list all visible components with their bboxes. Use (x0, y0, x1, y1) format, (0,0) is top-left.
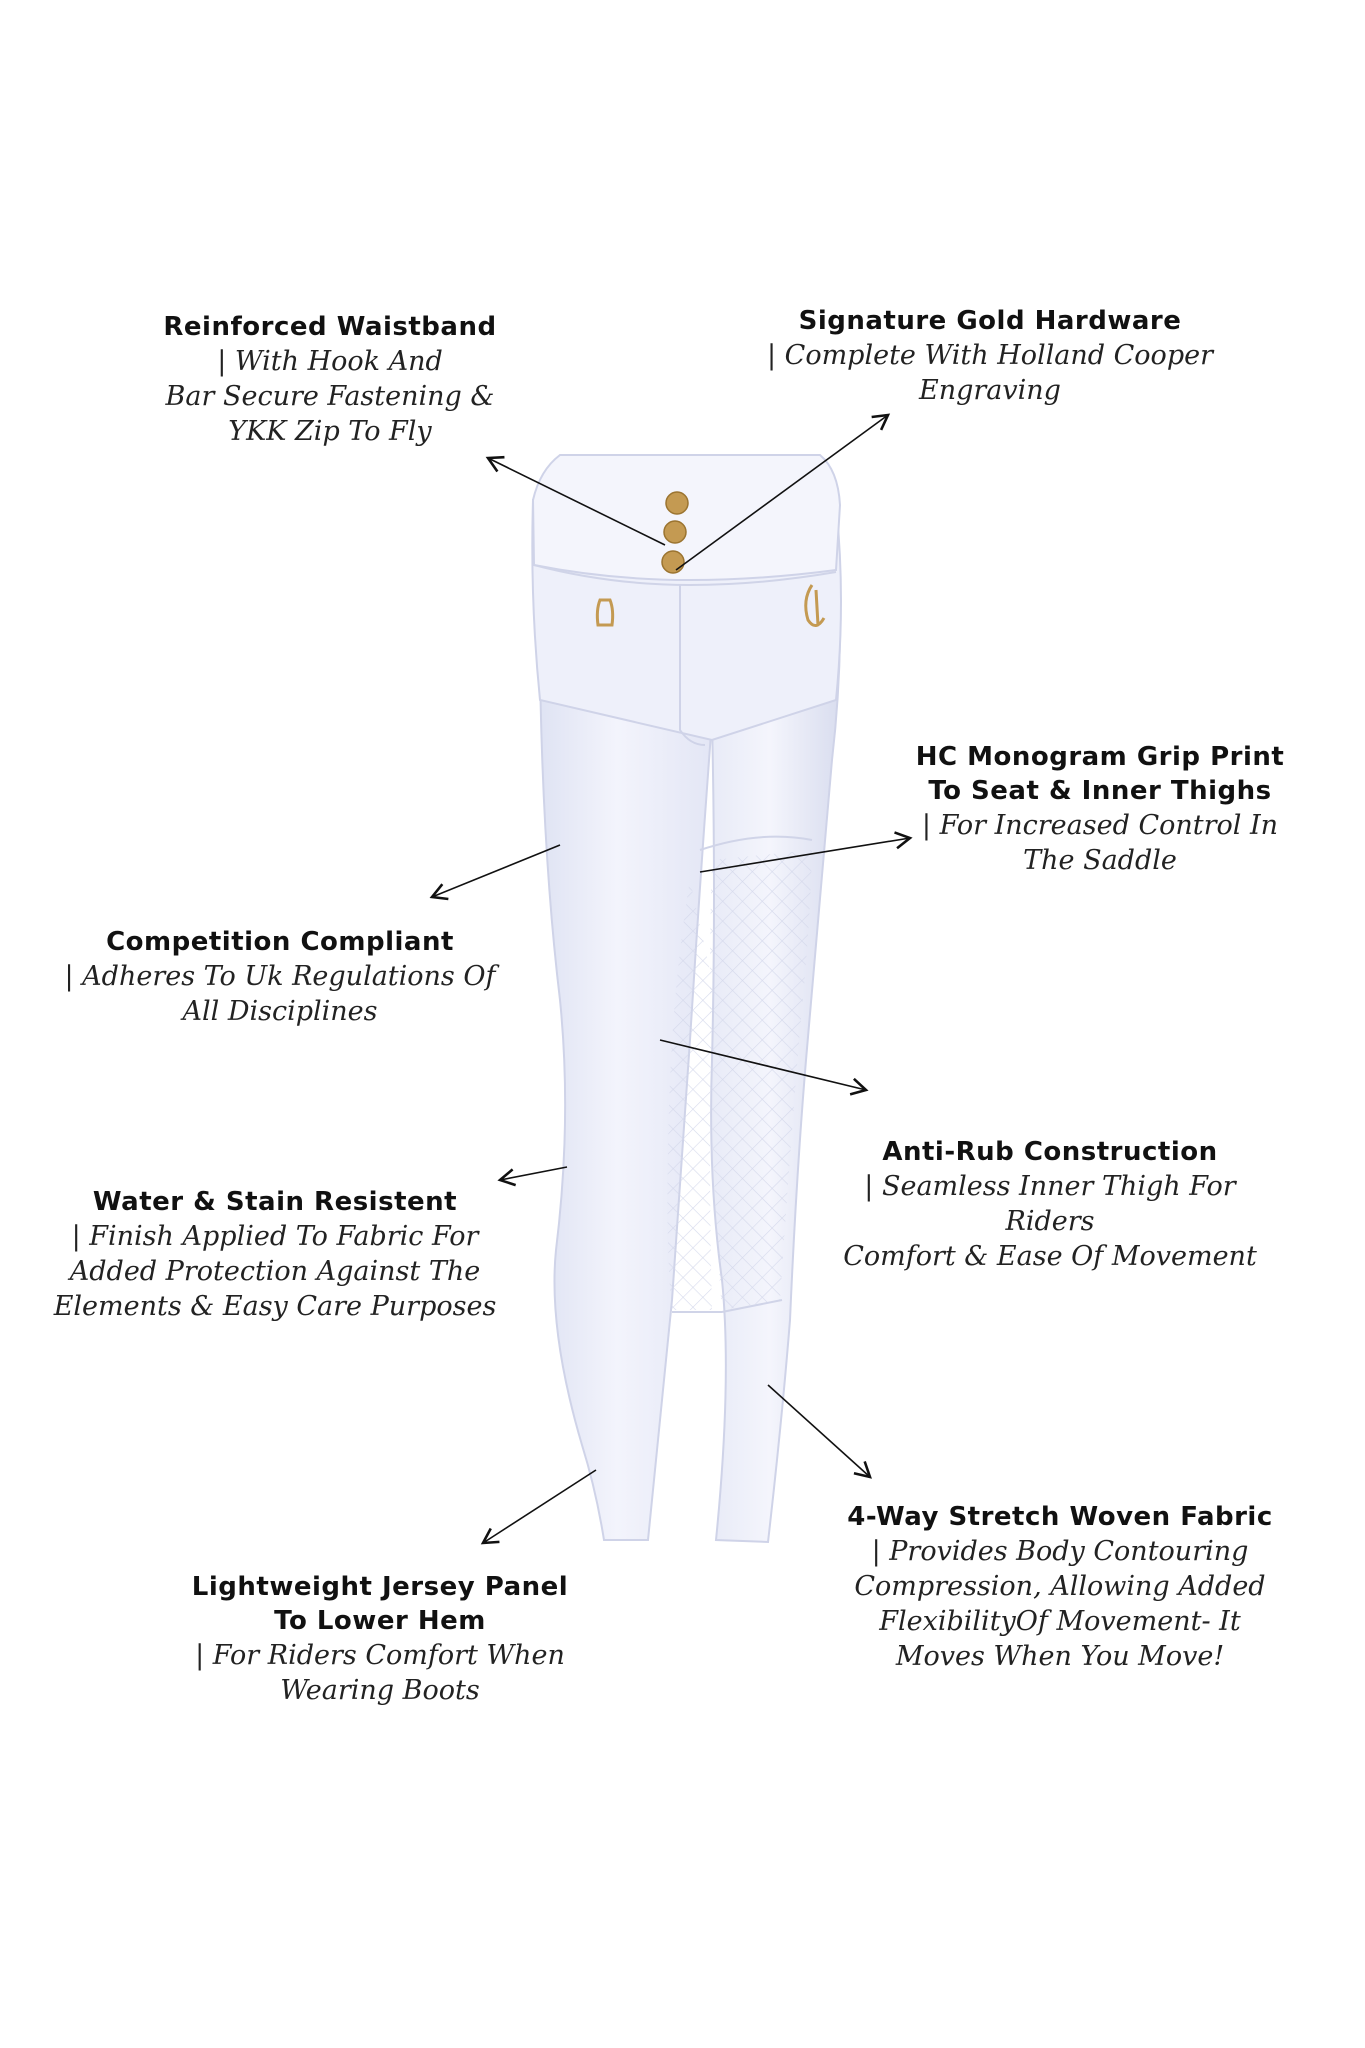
callout-title: Signature Gold Hardware (798, 306, 1182, 336)
callout-desc: | Complete With Holland Cooper Engraving (766, 340, 1213, 406)
callout-waistband (120, 310, 540, 449)
callout-title: HC Monogram Grip Print To Seat & Inner Thighs (915, 742, 1285, 806)
callout-compliant (55, 925, 505, 1029)
callout-desc: | For Riders Comfort When Wearing Boots (195, 1640, 565, 1706)
arrow-compliant (432, 845, 560, 897)
callout-jersey (180, 1570, 580, 1708)
breeches (532, 455, 841, 1542)
callout-desc: | With Hook And Bar Secure Fastening & YKK Zip To Fly (165, 346, 495, 447)
callout-desc: | Finish Applied To Fabric For Added Protection Against The Elements & Easy Care Purposes (53, 1221, 497, 1322)
callout-title: Competition Compliant (106, 927, 454, 957)
callout-grip (900, 740, 1300, 878)
callout-antirub (820, 1135, 1280, 1274)
callout-desc: | For Increased Control In The Saddle (921, 810, 1279, 876)
callout-hardware (750, 304, 1230, 408)
callout-desc: | Adheres To Uk Regulations Of All Disciplines (64, 961, 496, 1027)
arrow-stretch (768, 1385, 870, 1477)
waistband (533, 455, 840, 580)
callout-title: Lightweight Jersey Panel To Lower Hem (191, 1572, 569, 1636)
callout-title: Reinforced Waistband (163, 312, 497, 342)
callout-title: Water & Stain Resistent (92, 1187, 458, 1217)
callout-desc: | Seamless Inner Thigh For Riders Comfort & Ease Of Movement (843, 1171, 1257, 1272)
arrow-jersey (483, 1470, 596, 1543)
callout-stretch (840, 1500, 1280, 1674)
arrow-water (500, 1167, 567, 1180)
callout-water (50, 1185, 500, 1324)
callout-title: Anti-Rub Construction (882, 1137, 1218, 1167)
callout-desc: | Provides Body Contouring Compression, Allowing Added FlexibilityOf Movement- It Moves When You Move! (854, 1536, 1266, 1672)
gold-buttons (662, 492, 688, 573)
callout-title: 4-Way Stretch Woven Fabric (847, 1502, 1273, 1532)
